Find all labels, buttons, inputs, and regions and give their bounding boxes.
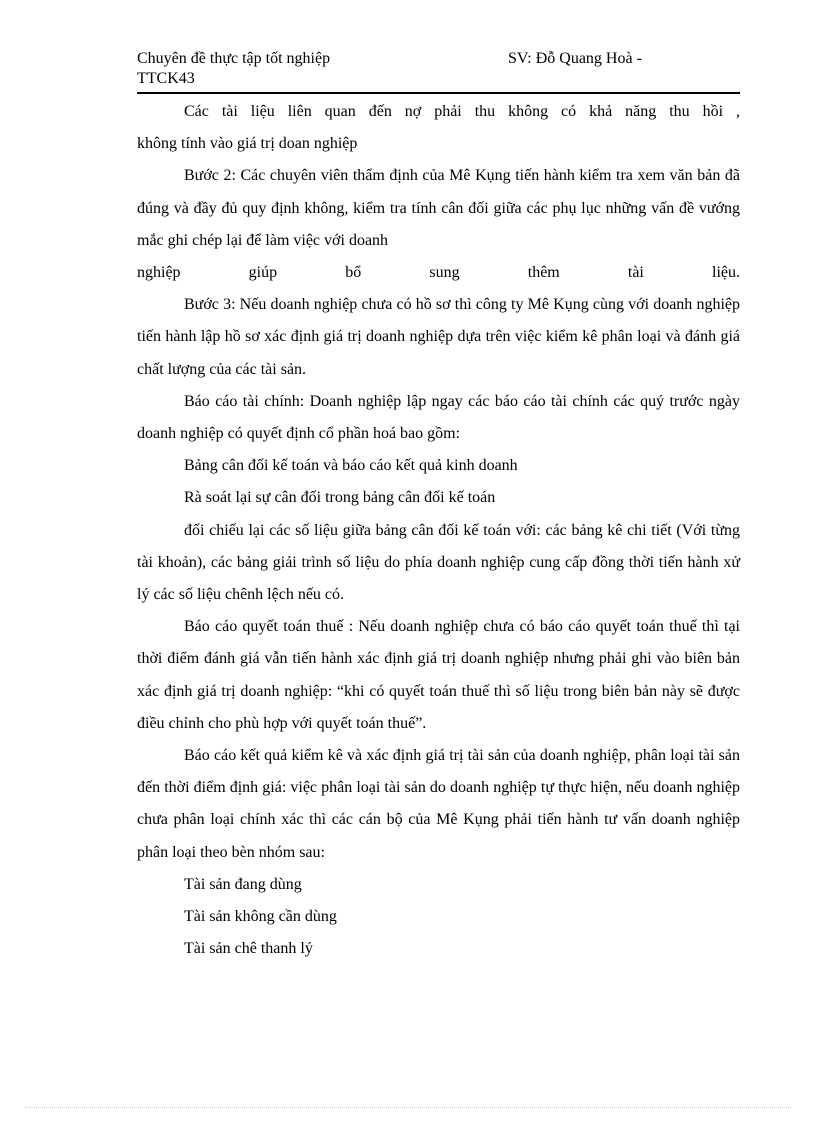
header-class: TTCK43 <box>137 70 195 87</box>
page-bottom-border <box>25 1107 791 1108</box>
paragraph-step-2: Bước 2: Các chuyên viên thẩm định của Mê Kụng tiến hành kiểm tra xem văn bản đã đúng và đầy đủ quy định không, kiểm tra tính cân đối giữa các phụ lục những vấn đề vướng mắc ghi chép lại để làm việc với doanh <box>137 167 740 249</box>
paragraph-reconcile: đối chiếu lại các số liệu giữa bảng cân đối kế toán với: các bảng kê chi tiết (Với từng tài khoản), các bảng giải trình số liệu do phía doanh nghiệp cung cấp đồng thời tiến hành xử lý các số liệu chênh lệch nếu có. <box>137 521 740 604</box>
paragraph-balance-sheet: Bảng cân đối kế toán và báo cáo kết quả kinh doanh <box>184 457 518 475</box>
paragraph-step-2-last: nghiệp giúp bổ sung thêm tài liệu. <box>137 264 740 282</box>
document-body <box>137 96 740 965</box>
paragraph-step-3: Bước 3: Nếu doanh nghiệp chưa có hồ sơ thì công ty Mê Kụng cùng với doanh nghiệp tiến hành lập hồ sơ xác định giá trị doanh nghiệp dựa trên việc kiểm kê phân loại và đánh giá chất lượng của các tài sản. <box>137 296 740 378</box>
asset-group-item: Tài sản không cần dùng <box>184 908 337 926</box>
paragraph-1-line-2: không tính vào giá trị doan nghiệp <box>137 135 358 153</box>
paragraph-review: Rà soát lại sự cân đối trong bảng cân đối kế toán <box>184 489 496 507</box>
header-title: Chuyên đề thực tập tốt nghiệp <box>137 50 331 67</box>
paragraph-1-line-1: Các tài liệu liên quan đến nợ phải thu không có khả năng thu hồi , <box>184 103 740 120</box>
asset-group-item: Tài sản chê thanh lý <box>184 940 313 958</box>
page-header <box>137 49 740 89</box>
header-divider <box>137 92 740 94</box>
asset-group-item: Tài sản đang dùng <box>184 875 302 893</box>
header-student: SV: Đỗ Quang Hoà - <box>508 50 642 67</box>
paragraph-inventory-report: Báo cáo kết quả kiểm kê và xác định giá trị tài sản của doanh nghiệp, phân loại tài sản đến thời điểm định giá: việc phân loại tài sản do doanh nghiệp tự thực hiện, nếu doanh nghiệp chưa phân loại chính xác thì các cán bộ của Mê Kụng phải tiến hành tư vấn doanh nghiệp phân loại theo bèn nhóm sau: <box>137 747 740 861</box>
paragraph-financial-report: Báo cáo tài chính: Doanh nghiệp lập ngay các báo cáo tài chính các quý trước ngày doanh nghiệp có quyết định cổ phần hoá bao gồm: <box>137 392 740 443</box>
paragraph-tax-report: Báo cáo quyết toán thuế : Nếu doanh nghiệp chưa có báo cáo quyết toán thuế thì tại thời điểm đánh giá vẫn tiến hành xác định giá trị doanh nghiệp nhưng phải ghi vào biên bản xác định giá trị doanh nghiệp: “khi có quyết toán thuế thì số liệu trong biên bản này sẽ được điều chỉnh cho phù hợp với quyết toán thuế”. <box>137 618 740 732</box>
